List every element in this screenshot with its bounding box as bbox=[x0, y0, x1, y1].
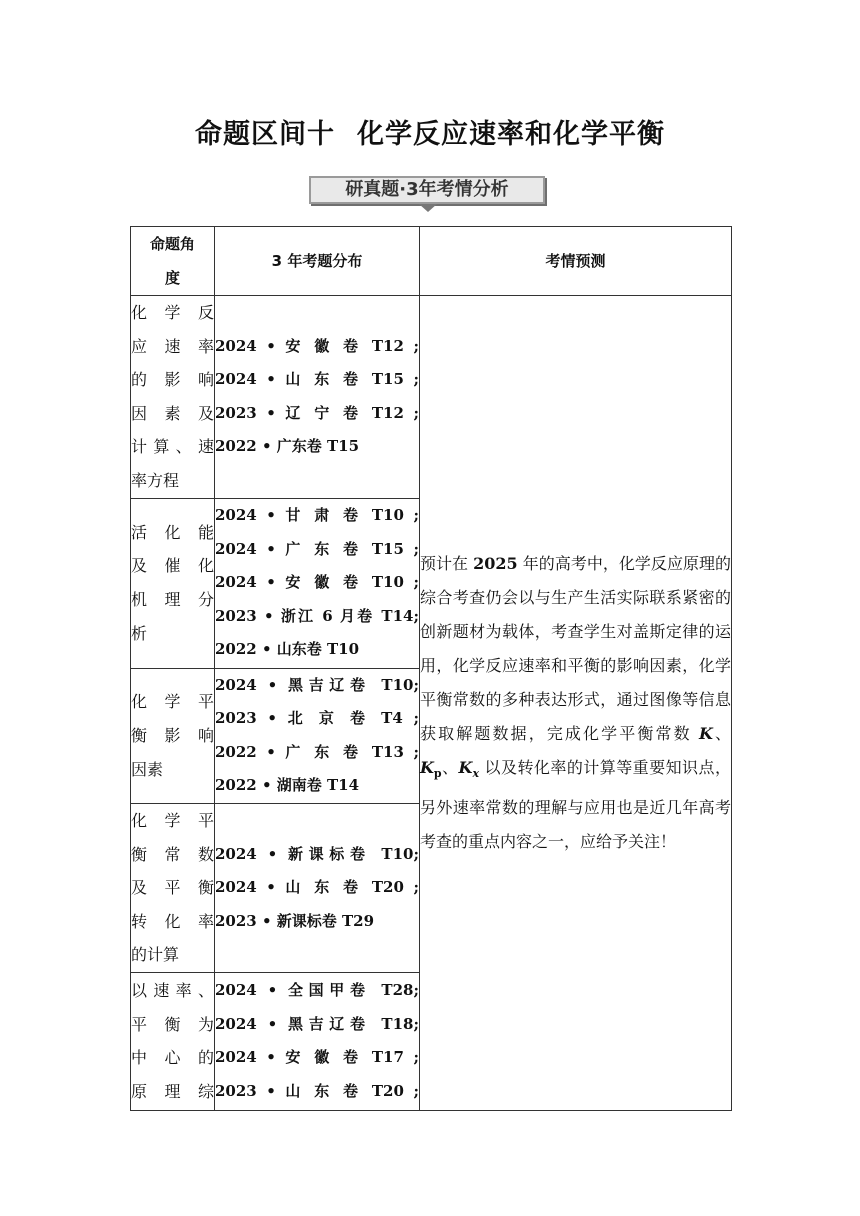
forecast-text: 、 bbox=[712, 723, 731, 743]
topic-cell bbox=[131, 972, 215, 1110]
forecast-cell bbox=[420, 296, 732, 1111]
exam-item: 2022 • 广东卷 T15 bbox=[215, 437, 360, 456]
exam-item: 2023 • 辽 宁 卷 T12 ; bbox=[215, 403, 419, 422]
topic-line: 化 学 反 bbox=[131, 303, 214, 322]
exams-cell bbox=[215, 498, 420, 668]
banner-label: 研真题·3年考情分析 bbox=[345, 179, 509, 200]
exam-item: 2022 • 山东卷 T10 bbox=[215, 640, 360, 659]
table-row bbox=[131, 296, 732, 499]
topic-line: 及 催 化 bbox=[131, 556, 214, 576]
topic-line: 的 影 响 bbox=[131, 370, 214, 390]
topic-line: 析 bbox=[131, 623, 148, 643]
symbol-Kx-subscript: x bbox=[472, 767, 479, 781]
topic-line: 因素 bbox=[131, 759, 164, 779]
exam-item: 2024 • 安 徽 卷 T10 ; bbox=[215, 573, 419, 592]
banner-pointer-icon bbox=[419, 204, 437, 212]
forecast-text: 以及转化率的计算等重要知识点，另外速率常数的理解与应用也是近几年高考考查的重点内容之一，应给予关注！ bbox=[420, 757, 731, 852]
exams-cell bbox=[215, 803, 420, 972]
section-banner bbox=[309, 176, 549, 212]
topic-line: 率方程 bbox=[131, 470, 180, 490]
exam-item: 2022 • 广 东 卷 T13 ; bbox=[215, 742, 419, 761]
header-topic: 命题角度 bbox=[131, 227, 215, 296]
topic-line: 活 化 能 bbox=[131, 522, 214, 542]
topic-line: 原 理 综 bbox=[131, 1082, 214, 1101]
topic-line: 中 心 的 bbox=[131, 1048, 214, 1068]
forecast-text: 年的高考中，化学反应原理的综合考查仍会以与生产生活实际联系紧密的创新题材为载体，考查学生对盖斯定律的运用，化学反应速率和平衡的影响因素，化学平衡常数的多种表达形式，通过图像等信息获取解题数据，完成化学平衡常数 bbox=[420, 553, 731, 743]
exam-analysis-table bbox=[130, 226, 732, 1111]
topic-line: 因 素 及 bbox=[131, 403, 214, 423]
topic-cell bbox=[131, 803, 215, 972]
forecast-text: 预计在 bbox=[420, 553, 474, 573]
header-forecast: 考情预测 bbox=[420, 227, 732, 296]
exam-item: 2024 • 新课标卷 T10; bbox=[215, 844, 419, 863]
exam-item: 2024 • 山 东 卷 T20 ; bbox=[215, 878, 419, 897]
topic-line: 以速率、 bbox=[131, 981, 214, 1001]
forecast-text: 、 bbox=[441, 757, 459, 777]
exam-item: 2024 • 安 徽 卷 T12 ; bbox=[215, 336, 419, 355]
exam-item: 2023 • 浙江 6 月卷 T14; bbox=[215, 606, 419, 625]
topic-line: 转 化 率 bbox=[131, 911, 214, 931]
title-part-2: 化学反应速率和化学平衡 bbox=[357, 119, 665, 150]
exam-item: 2024 • 广 东 卷 T15 ; bbox=[215, 539, 419, 558]
topic-line: 化 学 平 bbox=[131, 810, 214, 830]
exam-item: 2022 • 湖南卷 T14 bbox=[215, 776, 360, 795]
topic-line: 衡 常 数 bbox=[131, 844, 214, 864]
title-part-1: 命题区间十 bbox=[195, 119, 335, 150]
topic-line: 机 理 分 bbox=[131, 590, 214, 610]
topic-line: 应 速 率 bbox=[131, 336, 214, 356]
symbol-Kp: K bbox=[420, 757, 434, 777]
exam-item: 2023 • 新课标卷 T29 bbox=[215, 911, 375, 930]
topic-line: 衡 影 响 bbox=[131, 725, 214, 745]
exam-item: 2024 • 黑吉辽卷 T10; bbox=[215, 675, 419, 694]
exams-cell bbox=[215, 972, 420, 1110]
topic-cell bbox=[131, 498, 215, 668]
topic-line: 计算、速 bbox=[131, 437, 214, 457]
topic-line: 及 平 衡 bbox=[131, 878, 214, 898]
symbol-Kp-subscript: p bbox=[433, 767, 442, 781]
topic-line: 平 衡 为 bbox=[131, 1014, 214, 1034]
exam-item: 2023 • 山 东 卷 T20 ; bbox=[215, 1082, 419, 1100]
page-title bbox=[0, 112, 860, 151]
symbol-Kx: K bbox=[458, 757, 473, 777]
topic-cell bbox=[131, 296, 215, 499]
topic-line: 化 学 平 bbox=[131, 692, 214, 712]
exam-item: 2024 • 甘 肃 卷 T10 ; bbox=[215, 506, 419, 525]
exam-item: 2023 • 北 京 卷 T4 ; bbox=[215, 709, 419, 728]
topic-line: 的计算 bbox=[131, 945, 180, 965]
symbol-K: K bbox=[698, 723, 713, 743]
exam-item: 2024 • 安 徽 卷 T17 ; bbox=[215, 1048, 419, 1067]
forecast-year: 2025 bbox=[473, 553, 518, 573]
exam-item: 2024 • 全国甲卷 T28; bbox=[215, 981, 419, 1000]
exams-cell bbox=[215, 296, 420, 499]
exam-item: 2024 • 黑吉辽卷 T18; bbox=[215, 1014, 419, 1033]
topic-cell bbox=[131, 668, 215, 803]
header-exams: 3 年考题分布 bbox=[215, 227, 420, 296]
exam-item: 2024 • 山 东 卷 T15 ; bbox=[215, 370, 419, 389]
exams-cell bbox=[215, 668, 420, 803]
table-header-row bbox=[131, 227, 732, 296]
